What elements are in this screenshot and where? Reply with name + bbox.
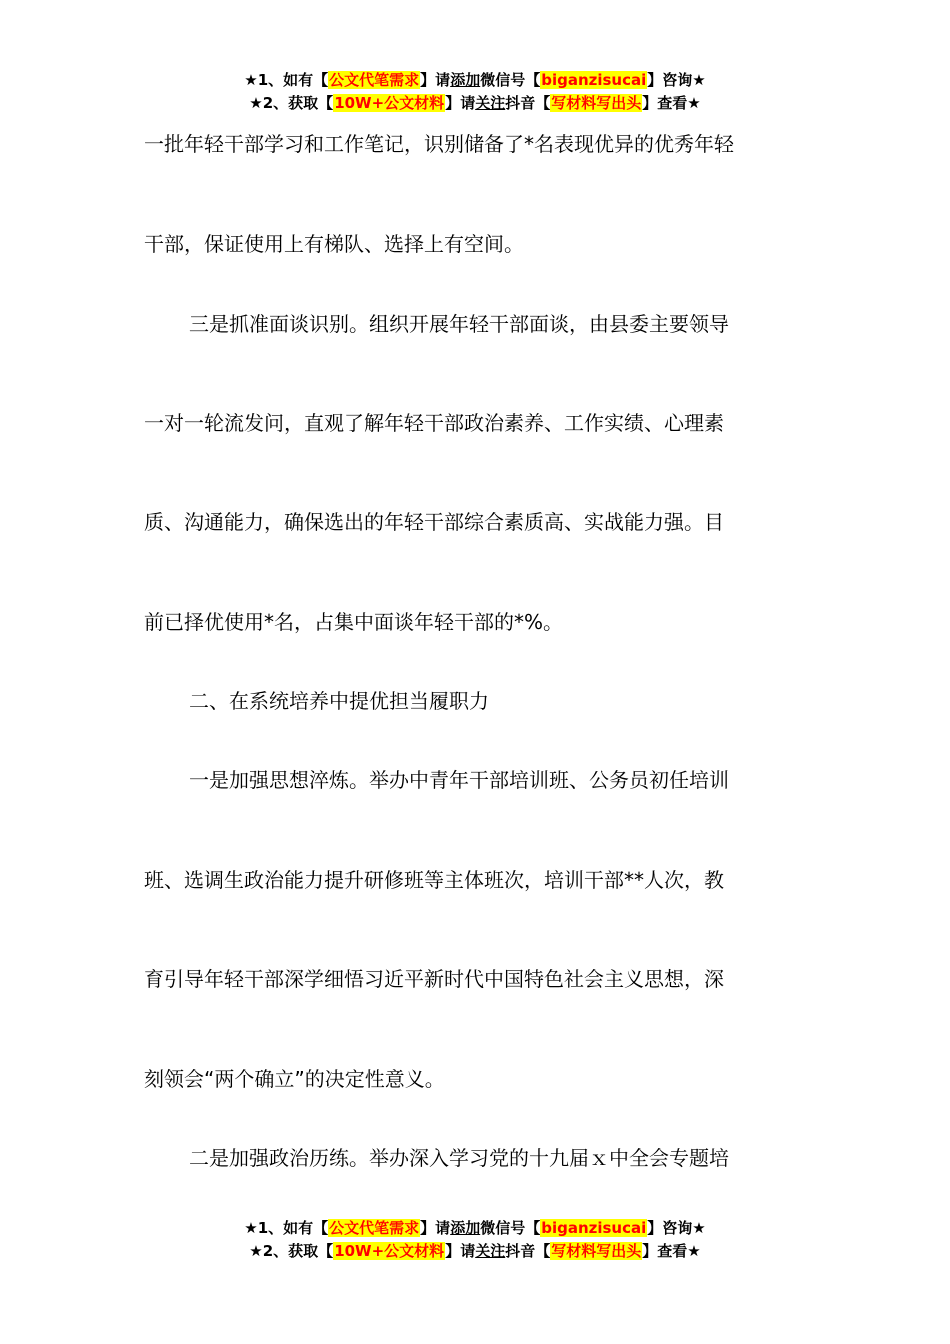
body-line: 刻领会“两个确立”的决定性意义。	[144, 1067, 445, 1091]
paragraph-first-line: 二是加强政治历练。举办深入学习党的十九届ｘ中全会专题培	[189, 1146, 729, 1170]
banner-text: 】请	[445, 94, 476, 112]
banner-line-2	[0, 92, 950, 115]
banner-text: 】查看★	[642, 1242, 701, 1260]
banner-emphasis: 关注	[475, 94, 506, 112]
banner-text: ★2、获取【	[249, 94, 334, 112]
banner-text: 抖音【	[505, 94, 551, 112]
banner-highlight: biganzisucai	[541, 1219, 647, 1237]
body-line: 一对一轮流发问，直观了解年轻干部政治素养、工作实绩、心理素	[144, 411, 724, 435]
banner-text: 】咨询★	[647, 71, 706, 89]
body-line: 干部，保证使用上有梯队、选择上有空间。	[144, 232, 524, 256]
body-line: 育引导年轻干部深学细悟习近平新时代中国特色社会主义思想，深	[144, 967, 724, 991]
banner-emphasis: 添加	[450, 71, 481, 89]
banner-highlight: 公文代笔需求	[329, 71, 420, 89]
banner-text: 微信号【	[480, 1219, 541, 1237]
banner-text: 】咨询★	[647, 1219, 706, 1237]
section-heading: 二、在系统培养中提优担当履职力	[189, 689, 489, 713]
banner-emphasis: 添加	[450, 1219, 481, 1237]
banner-highlight: 写材料写出头	[551, 1242, 642, 1260]
banner-highlight: 10W+公文材料	[334, 1242, 445, 1260]
banner-text: ★1、如有【	[244, 1219, 329, 1237]
body-line: 班、选调生政治能力提升研修班等主体班次，培训干部**人次，教	[144, 868, 724, 892]
bottom-banner	[0, 1217, 950, 1263]
banner-line-1	[0, 69, 950, 92]
banner-line-1	[0, 1217, 950, 1240]
top-banner	[0, 69, 950, 115]
banner-text: 抖音【	[505, 1242, 551, 1260]
banner-text: 】请	[420, 1219, 451, 1237]
banner-highlight: biganzisucai	[541, 71, 647, 89]
banner-text: ★2、获取【	[249, 1242, 334, 1260]
body-line: 前已择优使用*名，占集中面谈年轻干部的*%。	[144, 610, 564, 634]
banner-highlight: 10W+公文材料	[334, 94, 445, 112]
banner-highlight: 写材料写出头	[551, 94, 642, 112]
banner-text: 】请	[445, 1242, 476, 1260]
banner-text: ★1、如有【	[244, 71, 329, 89]
banner-highlight: 公文代笔需求	[329, 1219, 420, 1237]
paragraph-first-line: 一是加强思想淬炼。举办中青年干部培训班、公务员初任培训	[189, 768, 729, 792]
banner-text: 】请	[420, 71, 451, 89]
banner-emphasis: 关注	[475, 1242, 506, 1260]
body-line: 质、沟通能力，确保选出的年轻干部综合素质高、实战能力强。目	[144, 510, 724, 534]
body-line: 一批年轻干部学习和工作笔记，识别储备了*名表现优异的优秀年轻	[144, 132, 734, 156]
banner-text: 微信号【	[480, 71, 541, 89]
banner-line-2	[0, 1240, 950, 1263]
banner-text: 】查看★	[642, 94, 701, 112]
paragraph-first-line: 三是抓准面谈识别。组织开展年轻干部面谈，由县委主要领导	[189, 312, 729, 336]
